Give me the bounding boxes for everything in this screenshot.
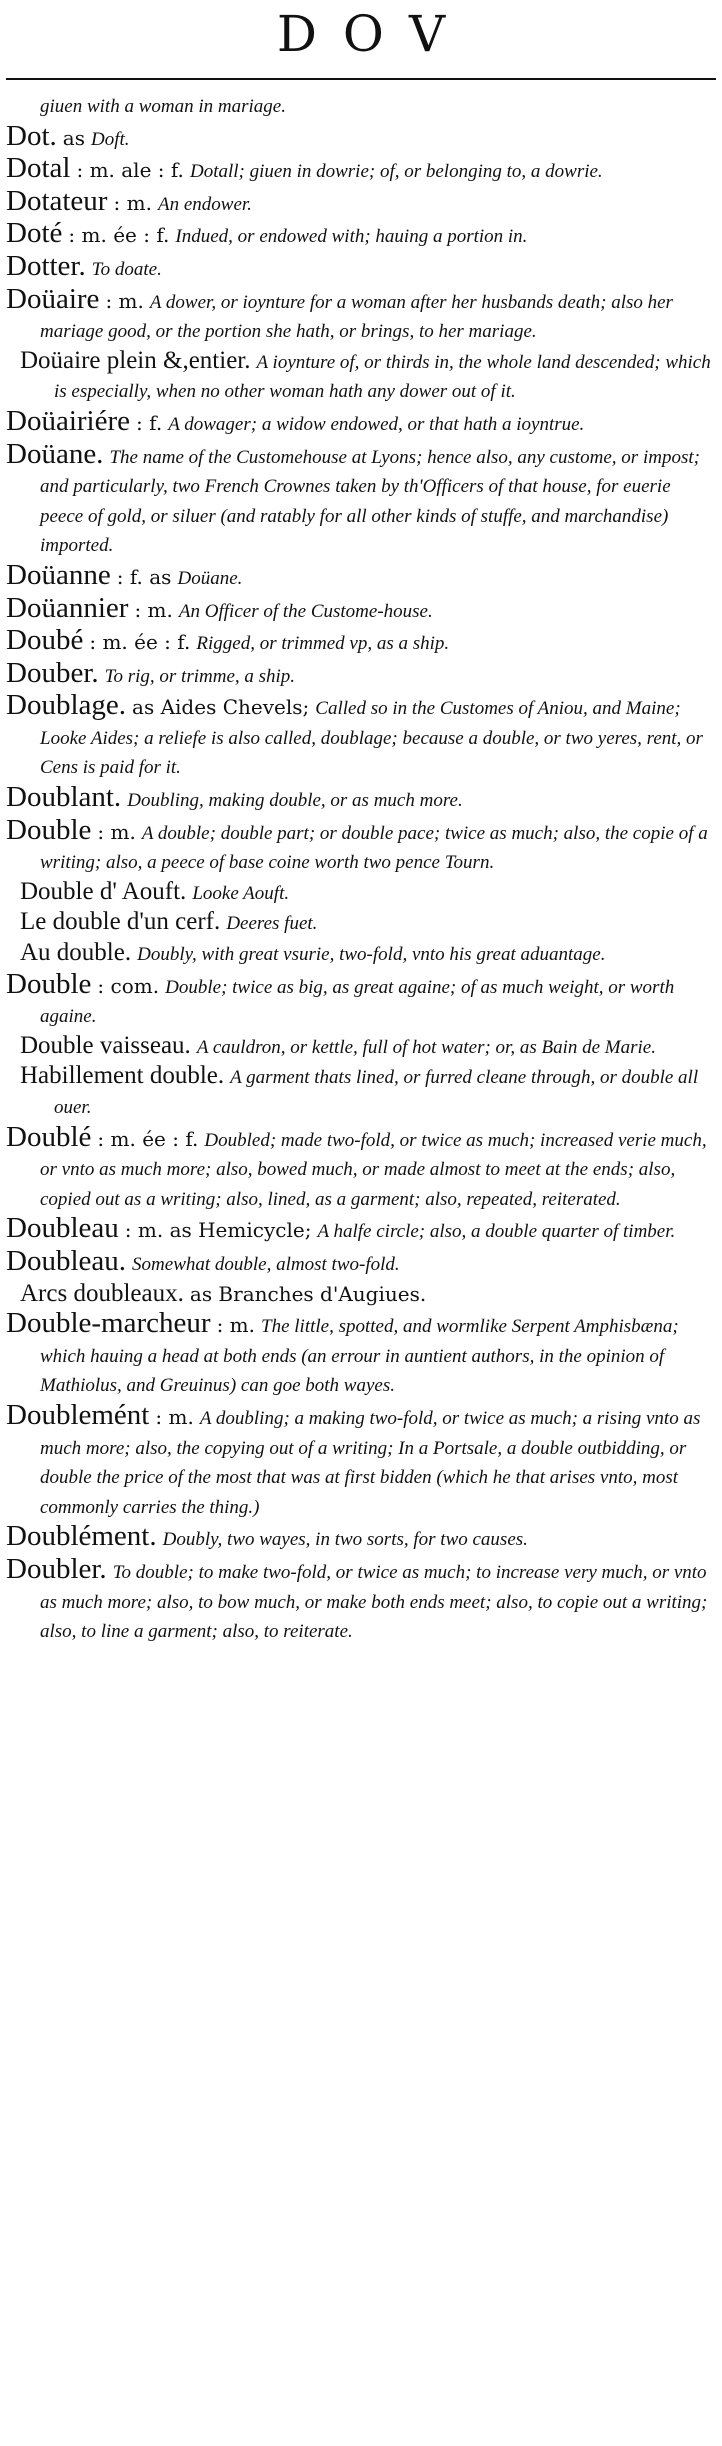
dictionary-entry [6, 219, 718, 252]
sub-entry [6, 878, 718, 909]
dictionary-entry [6, 249, 718, 285]
dictionary-entry [6, 1309, 718, 1401]
entry-list [6, 92, 718, 1647]
grammar-note: : m. [105, 288, 144, 313]
grammar-note: : m. ée : f. [97, 1126, 199, 1151]
headword: Doublant. [6, 781, 122, 814]
headword: Doublage. [6, 689, 126, 722]
grammar-note: : f. as [116, 564, 172, 589]
definition: Somewhat double, almost two-fold. [132, 1253, 400, 1275]
dictionary-entry [6, 558, 718, 594]
definition: Doubly, with great vsurie, two-fold, vnto his great aduantage. [137, 944, 606, 966]
headword: Doubé [6, 624, 84, 657]
dictionary-entry [6, 967, 718, 1032]
dictionary-entry [6, 282, 718, 347]
headword: Douber. [6, 656, 99, 689]
headword: Doté [6, 217, 63, 250]
headword: Doubleau [6, 1212, 119, 1245]
definition: Doubly, two wayes, in two sorts, for two causes. [162, 1529, 528, 1551]
definition: The name of the Customehouse at Lyons; hence also, any custome, or impost; and particularly, two French Crownes taken by th'Officers of that house, for euerie peece of gold, or siluer (and ratably for all other kinds of stuffe, and marchandise) imported. [40, 446, 700, 557]
dictionary-entry [6, 1214, 718, 1247]
dictionary-entry [6, 813, 718, 878]
headword: Habillement double. [20, 1062, 225, 1090]
definition: Doubled; made two-fold, or twice as much; increased verie much, or vnto as much more; also, bowed much, or made almost to meet at the ends; also, copied out as a writing; also, lined, as a garment; also, repeated, reiterated. [40, 1129, 707, 1210]
headword: Dotter. [6, 249, 86, 282]
header-rule [6, 78, 716, 80]
definition: A dower, or ioynture for a woman after her husbands death; also her mariage good, or the portion she hath, or brings, to her mariage. [40, 291, 673, 343]
definition: An Officer of the Custome-house. [178, 600, 433, 622]
dictionary-entry [6, 656, 718, 692]
definition: The little, spotted, and wormlike Serpent Amphisbæna; which hauing a head at both ends (an errour in auntient authors, in the opinion of Mathiolus, and Greuinus) can goe both wayes. [40, 1316, 679, 1397]
definition: To rig, or trimme, a ship. [104, 665, 296, 687]
dictionary-entry [6, 591, 718, 627]
sub-entry [6, 1062, 718, 1122]
dictionary-entry [6, 1398, 718, 1522]
headword: Doüaire [6, 282, 100, 315]
headword: Doublemént [6, 1398, 150, 1431]
grammar-note: : m. ée : f. [68, 223, 170, 248]
dictionary-entry [6, 437, 718, 561]
definition: Deeres fuet. [226, 913, 318, 935]
grammar-note: as Aides Chevels; [132, 695, 310, 720]
definition: A garment thats lined, or furred cleane through, or double all ouer. [54, 1067, 699, 1118]
headword: Dot. [6, 119, 57, 152]
sub-entry [6, 908, 718, 939]
grammar-note: : m. as Hemicycle; [124, 1218, 312, 1243]
headword: Au double. [20, 939, 132, 967]
headword: Le double d'un cerf. [20, 908, 221, 936]
definition: A cauldron, or kettle, full of hot water; or, as Bain de Marie. [196, 1036, 656, 1058]
definition: To double; to make two-fold, or twice as much; to increase very much, or vnto as much more; also, to bow much, or make both ends meet; also, to copie out a writing; also, to line a garment; also, to reiterate. [40, 1561, 708, 1643]
headword: Double [6, 967, 92, 1000]
grammar-note: : m. ée : f. [89, 630, 191, 655]
dictionary-entry [6, 1244, 718, 1280]
grammar-note: : m. [97, 819, 136, 844]
dictionary-entry [6, 626, 718, 659]
definition: Doüane. [177, 567, 243, 589]
definition: Indued, or endowed with; hauing a portion in. [175, 226, 528, 248]
dictionary-entry [6, 119, 718, 155]
definition: Dotall; giuen in dowrie; of, or belonging to, a dowrie. [189, 161, 603, 183]
headword: Doüanne [6, 558, 111, 591]
definition: A ioynture of, or thirds in, the whole land descended; which is especially, when no other woman hath any dower out of it. [54, 351, 711, 403]
headword: Dotateur [6, 184, 108, 217]
definition: A halfe circle; also, a double quarter of timber. [317, 1221, 676, 1243]
headword: Doüairiére [6, 404, 130, 437]
definition: A doubling; a making two-fold, or twice as much; a rising vnto as much more; also, the copying out of a writing; In a Portsale, a double outbidding, or double the price of the most that was at first bidden (which he that arises vnto, most commonly carries the thing.) [40, 1407, 701, 1518]
headword: Doüannier [6, 591, 129, 624]
dictionary-entry [6, 691, 718, 783]
definition: Doft. [91, 128, 130, 150]
definition: giuen with a woman in mariage. [40, 96, 286, 117]
grammar-note: : m. [113, 190, 152, 215]
headword: Doublé [6, 1120, 92, 1153]
dictionary-entry [6, 1120, 718, 1215]
headword: Doubleau. [6, 1244, 126, 1277]
headword: Double-marcheur [6, 1307, 211, 1340]
definition: A dowager; a widow endowed, or that hath a ioyntrue. [168, 413, 585, 435]
headword: Doüaire plein &,entier. [20, 346, 251, 374]
definition: Looke Aouft. [192, 882, 290, 904]
sub-entry [6, 1032, 718, 1063]
running-head: DOV [276, 5, 472, 63]
definition: An endower. [157, 193, 252, 215]
definition: Called so in the Customes of Aniou, and Maine; Looke Aides; a reliefe is also called, doublage; because a double, or two yeres, rent, or Cens is paid for it. [40, 698, 703, 779]
grammar-note: : m. ale : f. [76, 158, 184, 183]
dictionary-entry [6, 154, 718, 187]
dictionary-entry [6, 184, 718, 220]
headword: Doüane. [6, 437, 104, 470]
sub-entry [6, 939, 718, 970]
definition: Double; twice as big, as great againe; of as much weight, or worth againe. [40, 976, 675, 1028]
headword: Dotal [6, 152, 71, 185]
grammar-note: : m. [216, 1313, 255, 1338]
dictionary-entry [6, 92, 718, 122]
headword: Double [6, 813, 92, 846]
definition: Doubling, making double, or as much more. [127, 790, 463, 812]
headword: Arcs doubleaux. [20, 1279, 184, 1307]
definition: Rigged, or trimmed vp, as a ship. [196, 633, 450, 655]
headword: Doublément. [6, 1520, 157, 1553]
definition: A double; double part; or double pace; twice as much; also, the copie of a writing; also, a peece of base coine worth two pence Tourn. [40, 822, 708, 874]
dictionary-entry [6, 1522, 718, 1555]
grammar-note: : m. [155, 1404, 194, 1429]
headword: Double d' Aouft. [20, 877, 187, 905]
grammar-note: as Branches d'Augiues. [189, 1281, 427, 1306]
headword: Double vaisseau. [20, 1031, 191, 1059]
dictionary-entry [6, 783, 718, 816]
dictionary-entry [6, 1552, 718, 1647]
definition: To doate. [91, 258, 162, 280]
grammar-note: : f. [136, 410, 163, 435]
grammar-note: : m. [134, 597, 173, 622]
sub-entry [6, 347, 718, 407]
headword: Doubler. [6, 1552, 107, 1585]
grammar-note: : com. [97, 973, 160, 998]
dictionary-entry [6, 404, 718, 440]
sub-entry [6, 1280, 718, 1310]
grammar-note: as [62, 125, 85, 150]
